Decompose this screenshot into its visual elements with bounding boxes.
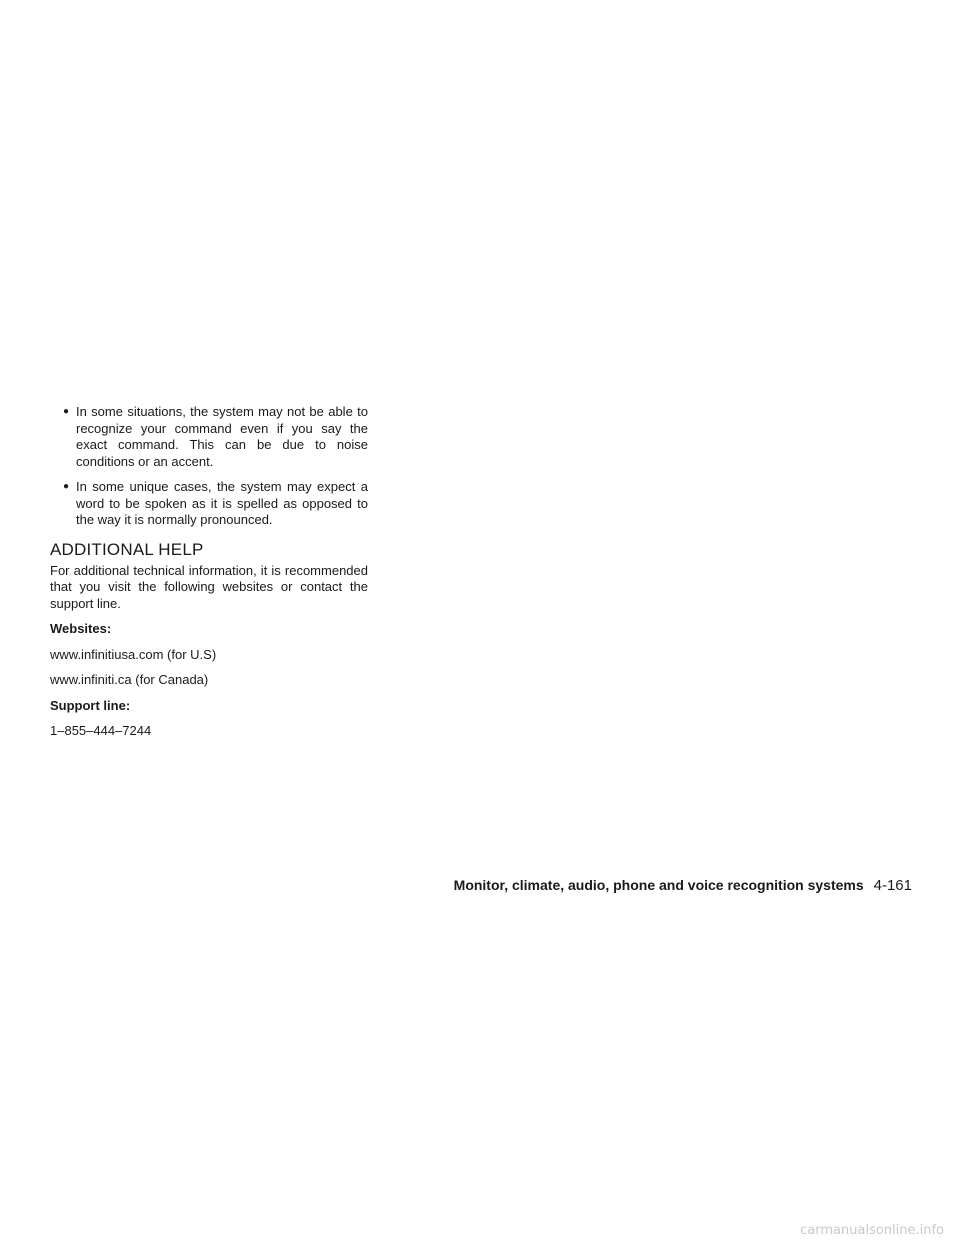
- watermark: carmanualsonline.info: [800, 1223, 944, 1238]
- list-item: [50, 404, 368, 470]
- website-canada: www.infiniti.ca (for Canada): [50, 672, 209, 687]
- main-column: [50, 404, 368, 749]
- support-line-number: 1–855–444–7244: [50, 723, 152, 738]
- section-heading: ADDITIONAL HELP: [50, 539, 204, 559]
- bullet-icon: ●: [63, 406, 70, 417]
- support-line-label: Support line:: [50, 697, 131, 713]
- list-item: [50, 479, 368, 529]
- website-us: www.infinitiusa.com (for U.S): [50, 646, 217, 662]
- bullet-list: [50, 404, 368, 529]
- intro-paragraph: For additional technical information, it is recommended that you visit the following websites or contact the support line.: [50, 562, 368, 611]
- websites-label: Websites:: [50, 621, 112, 636]
- page-footer: [454, 876, 912, 895]
- bullet-text: In some unique cases, the system may expect a word to be spoken as it is spelled as opposed to the way it is normally pronounced.: [76, 479, 368, 527]
- bullet-text: In some situations, the system may not be able to recognize your command even if you say the exact command. This can be due to noise conditions or an accent.: [76, 404, 368, 469]
- footer-section-title: Monitor, climate, audio, phone and voice recognition systems: [453, 877, 864, 893]
- page-number: 4-161: [873, 877, 912, 894]
- bullet-icon: ●: [63, 481, 70, 492]
